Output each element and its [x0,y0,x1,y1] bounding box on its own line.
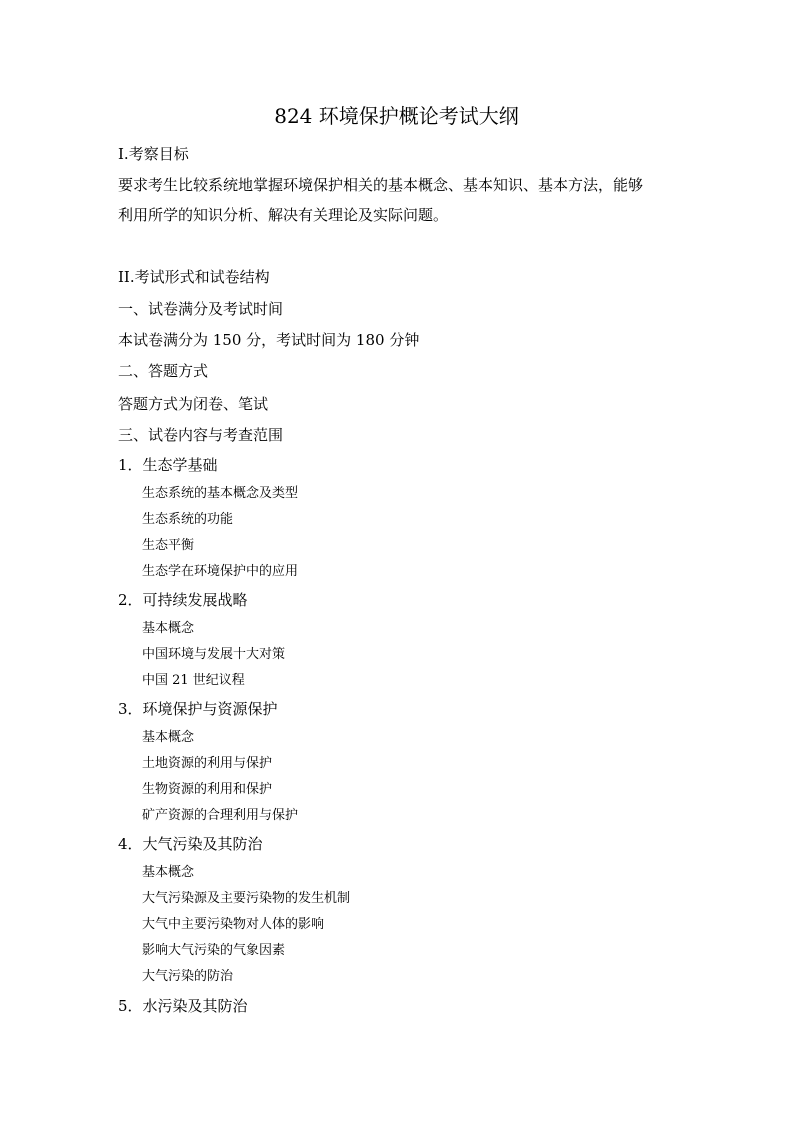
topic-item: 生态系统的功能 [142,512,234,527]
topic-item: 生态学在环境保护中的应用 [142,564,299,579]
document-title: 824 环境保护概论考试大纲 [274,104,519,128]
section-heading-exam-format: II.考试形式和试卷结构 [118,268,270,286]
topic-heading: 4．大气污染及其防治 [118,835,263,853]
topic-item: 生物资源的利用和保护 [142,782,273,797]
answer-method-text: 答题方式为闭卷、笔试 [118,395,269,413]
topic-heading: 3．环境保护与资源保护 [118,700,278,718]
topic-item: 大气污染的防治 [142,969,234,984]
topic-item: 基本概念 [142,730,195,745]
topic-item: 矿产资源的合理利用与保护 [142,808,299,823]
part-heading-content-scope: 三、试卷内容与考查范围 [118,426,284,444]
topic-item: 土地资源的利用与保护 [142,756,273,771]
topic-item: 中国 21 世纪议程 [142,673,245,688]
topic-item: 大气污染源及主要污染物的发生机制 [142,891,351,906]
objective-paragraph-line-1: 要求考生比较系统地掌握环境保护相关的基本概念、基本知识、基本方法，能够 [118,176,644,194]
topic-item: 中国环境与发展十大对策 [142,647,286,662]
topic-item: 生态平衡 [142,538,195,553]
part-heading-answer-method: 二、答题方式 [118,362,209,380]
section-heading-exam-objective: I.考察目标 [118,145,189,163]
topic-heading: 2．可持续发展战略 [118,591,248,609]
topic-item: 大气中主要污染物对人体的影响 [142,917,325,932]
topic-item: 影响大气污染的气象因素 [142,943,286,958]
topic-item: 生态系统的基本概念及类型 [142,486,299,501]
topic-item: 基本概念 [142,621,195,636]
topic-item: 基本概念 [142,865,195,880]
score-and-time-text: 本试卷满分为 150 分，考试时间为 180 分钟 [118,331,420,349]
objective-paragraph-line-2: 利用所学的知识分析、解决有关理论及实际问题。 [118,206,449,224]
topic-heading: 5．水污染及其防治 [118,997,248,1015]
part-heading-score-and-time: 一、试卷满分及考试时间 [118,300,284,318]
topic-heading: 1．生态学基础 [118,456,218,474]
